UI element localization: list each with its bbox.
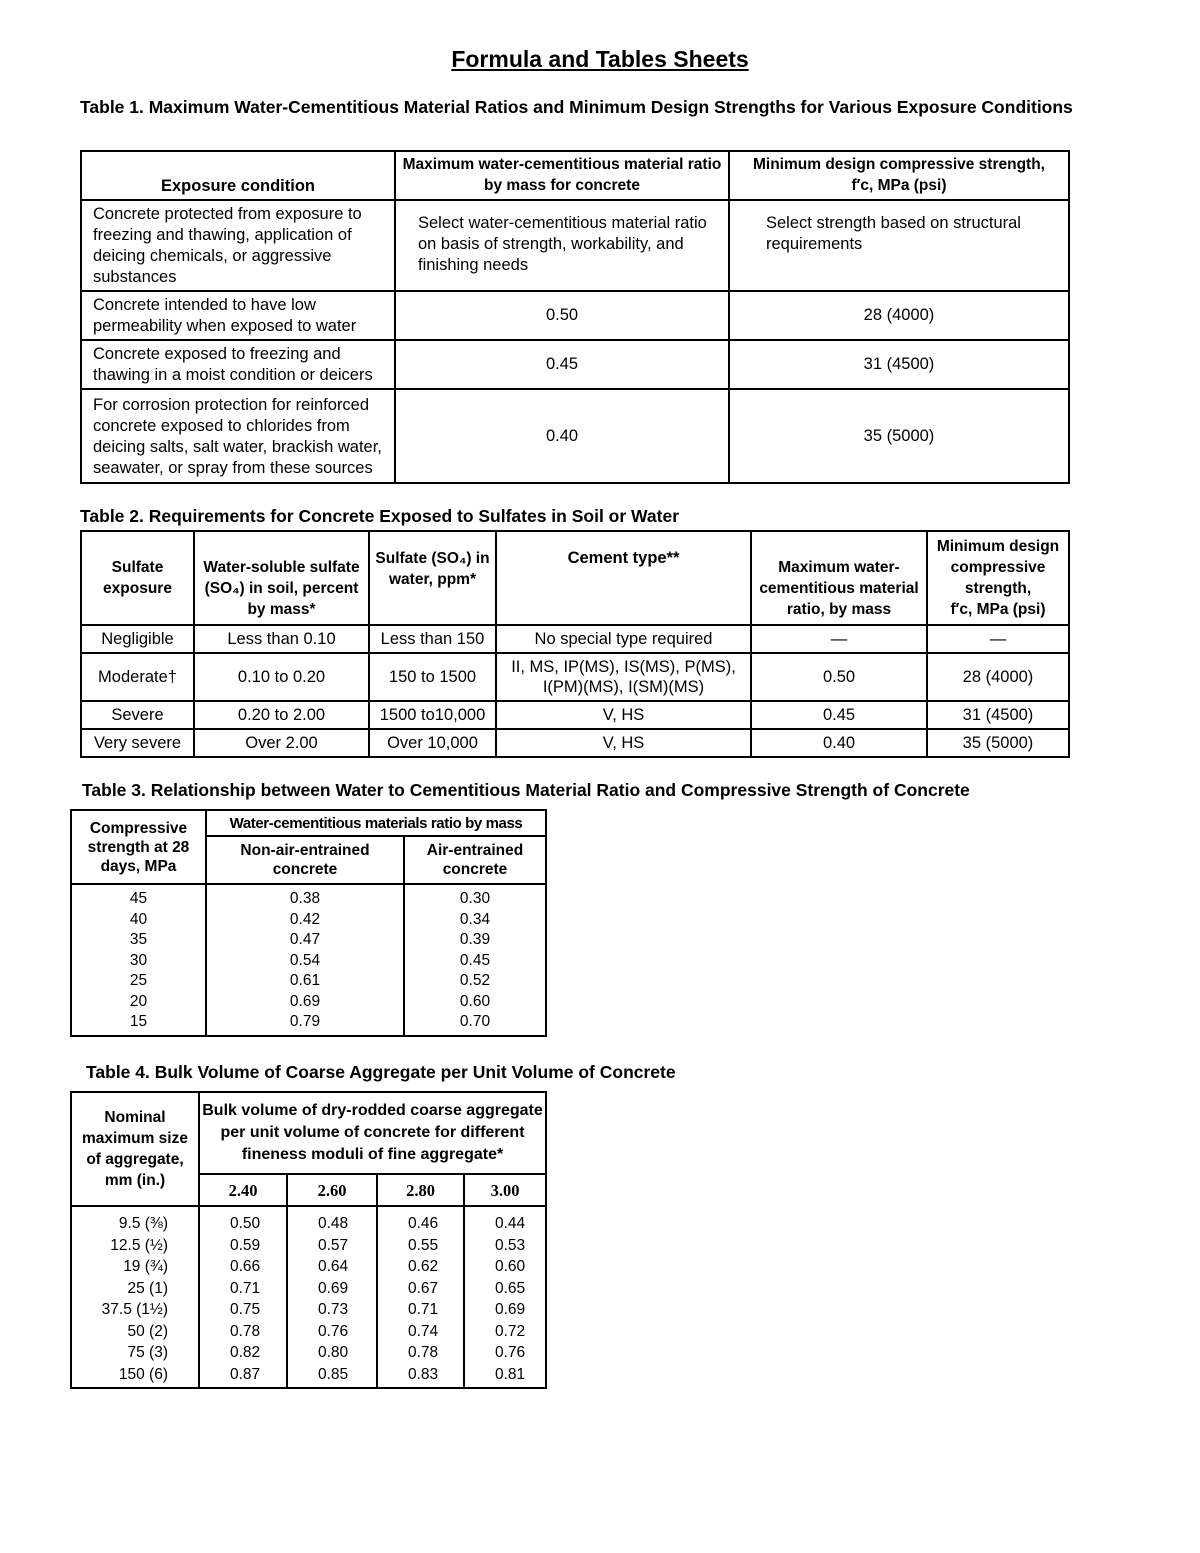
table-cell: Less than 0.10 [194, 625, 369, 653]
size-values: 9.5 (⅜) 12.5 (½) 19 (¾) 25 (1) 37.5 (1½) 50 (2) 75 (3) 150 (6) [71, 1206, 199, 1388]
table3-caption: Table 3. Relationship between Water to Cementitious Material Ratio and Compressive Strength of Concrete [82, 780, 970, 800]
header-max-wc-ratio: Maximum water-cementitious material ratio, by mass [751, 531, 927, 625]
table-row [81, 701, 1069, 729]
table-cell: Concrete protected from exposure to freezing and thawing, application of deicing chemicals, or aggressive substances [81, 200, 395, 291]
header-fm-260: 2.60 [287, 1174, 377, 1206]
table-cell: — [927, 625, 1069, 653]
header-min-strength [927, 531, 1069, 625]
table-cell: II, MS, IP(MS), IS(MS), P(MS), I(PM)(MS), I(SM)(MS) [496, 653, 751, 701]
table-cell: Moderate† [81, 653, 194, 701]
header-water-sulfate: Sulfate (SO₄) in water, ppm* [369, 531, 496, 625]
table-cell: 0.20 to 2.00 [194, 701, 369, 729]
table-cell: 0.50 [395, 291, 729, 340]
table1-caption: Table 1. Maximum Water-Cementitious Material Ratios and Minimum Design Strengths for Various Exposure Conditions [80, 97, 1073, 117]
table-header-row [81, 151, 1069, 200]
table4 [70, 1091, 547, 1389]
header-fm-240: 2.40 [199, 1174, 287, 1206]
table-cell: Concrete intended to have low permeability when exposed to water [81, 291, 395, 340]
table-cell: Less than 150 [369, 625, 496, 653]
table-cell: Select strength based on structural requirements [729, 200, 1069, 291]
table4-caption: Table 4. Bulk Volume of Coarse Aggregate per Unit Volume of Concrete [86, 1062, 676, 1082]
table-cell: — [751, 625, 927, 653]
table-row [81, 729, 1069, 757]
page-title: Formula and Tables Sheets [451, 46, 749, 72]
table-cell: 0.45 [395, 340, 729, 389]
table-cell: V, HS [496, 729, 751, 757]
table-cell: Over 2.00 [194, 729, 369, 757]
table2 [80, 530, 1070, 758]
header-max-wc-ratio: Maximum water-cementitious material ratio by mass for concrete [395, 151, 729, 200]
table-row [71, 884, 546, 1036]
header-min-strength-text: Minimum design compressive strength, [753, 156, 1045, 173]
table-row [81, 291, 1069, 340]
table-row [81, 653, 1069, 701]
fm-300-values: 0.44 0.53 0.60 0.65 0.69 0.72 0.76 0.81 [464, 1206, 546, 1388]
table-cell: V, HS [496, 701, 751, 729]
table-header-row [71, 810, 546, 836]
table-cell: 31 (4500) [729, 340, 1069, 389]
table-cell: Severe [81, 701, 194, 729]
table-cell: Select water-cementitious material ratio on basis of strength, workability, and finishing needs [395, 200, 729, 291]
fm-240-values: 0.50 0.59 0.66 0.71 0.75 0.78 0.82 0.87 [199, 1206, 287, 1388]
table-cell: 31 (4500) [927, 701, 1069, 729]
table-cell: Negligible [81, 625, 194, 653]
header-min-strength [729, 151, 1069, 200]
header-air-entrained: Air-entrained concrete [404, 836, 546, 884]
table-cell: 1500 to10,000 [369, 701, 496, 729]
table-cell: 0.40 [395, 389, 729, 483]
non-air-entrained-values: 0.38 0.42 0.47 0.54 0.61 0.69 0.79 [206, 884, 404, 1036]
table3 [70, 809, 547, 1037]
table-cell: Over 10,000 [369, 729, 496, 757]
table-cell: 28 (4000) [729, 291, 1069, 340]
table-header-row [71, 1092, 546, 1174]
table-cell: For corrosion protection for reinforced concrete exposed to chlorides from deicing salts, salt water, brackish water, seawater, or spray from these sources [81, 389, 395, 483]
table2-caption: Table 2. Requirements for Concrete Exposed to Sulfates in Soil or Water [80, 506, 680, 526]
table-cell: 0.50 [751, 653, 927, 701]
table-cell: 0.40 [751, 729, 927, 757]
table1 [80, 150, 1070, 484]
table-cell: 0.45 [751, 701, 927, 729]
table-cell: 35 (5000) [927, 729, 1069, 757]
fm-280-values: 0.46 0.55 0.62 0.67 0.71 0.74 0.78 0.83 [377, 1206, 464, 1388]
header-bulk-volume: Bulk volume of dry-rodded coarse aggregate per unit volume of concrete for different fineness moduli of fine aggregate* [199, 1092, 546, 1174]
table-cell: Concrete exposed to freezing and thawing in a moist condition or deicers [81, 340, 395, 389]
table-row [71, 1206, 546, 1388]
header-min-strength-text: Minimum design compressive strength, [936, 538, 1060, 597]
header-wc-ratio-group: Water-cementitious materials ratio by mass [206, 810, 546, 836]
fm-260-values: 0.48 0.57 0.64 0.69 0.73 0.76 0.80 0.85 [287, 1206, 377, 1388]
table-header-row [81, 531, 1069, 625]
header-soil-sulfate: Water-soluble sulfate (SO₄) in soil, percent by mass* [194, 531, 369, 625]
strength-values: 45 40 35 30 25 20 15 [71, 884, 206, 1036]
air-entrained-values: 0.30 0.34 0.39 0.45 0.52 0.60 0.70 [404, 884, 546, 1036]
table-cell: 28 (4000) [927, 653, 1069, 701]
table-row [81, 625, 1069, 653]
table-cell: 35 (5000) [729, 389, 1069, 483]
header-cement-type: Cement type** [496, 531, 751, 625]
table-cell: 150 to 1500 [369, 653, 496, 701]
header-fm-300: 3.00 [464, 1174, 546, 1206]
header-sulfate-exposure: Sulfate exposure [81, 531, 194, 625]
table-cell: 0.10 to 0.20 [194, 653, 369, 701]
header-fm-280: 2.80 [377, 1174, 464, 1206]
table-row [81, 340, 1069, 389]
table-cell: Very severe [81, 729, 194, 757]
table-row [81, 389, 1069, 483]
header-exposure-condition: Exposure condition [81, 151, 395, 200]
header-compressive-strength: Compressive strength at 28 days, MPa [71, 810, 206, 884]
header-non-air-entrained: Non-air-entrained concrete [206, 836, 404, 884]
table-row [81, 200, 1069, 291]
table-cell: No special type required [496, 625, 751, 653]
header-min-strength-unit: f′c, MPa (psi) [851, 177, 947, 194]
header-nominal-size: Nominal maximum size of aggregate, mm (in.) [71, 1092, 199, 1206]
header-min-strength-unit: f′c, MPa (psi) [950, 601, 1046, 618]
